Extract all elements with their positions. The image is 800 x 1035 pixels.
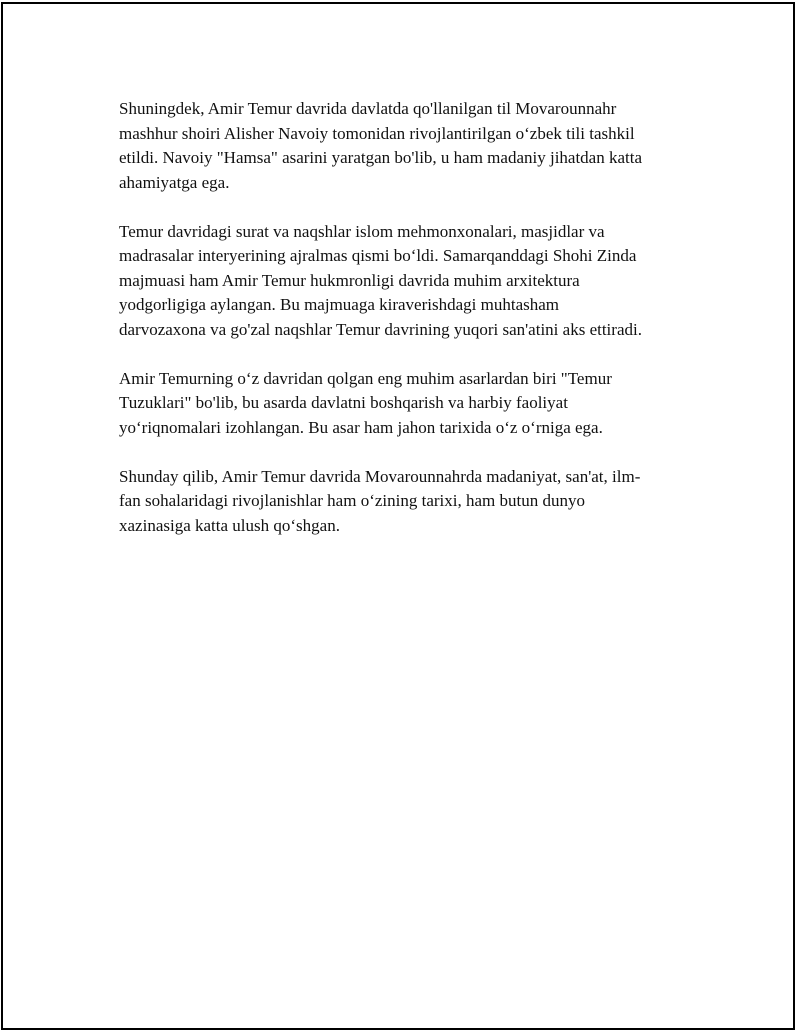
paragraph-2-line-3: majmuasi ham Amir Temur hukmronligi davrida muhim arxitektura	[119, 270, 580, 290]
paragraph-2-line-1: Temur davridagi surat va naqshlar islom mehmonxonalari, masjidlar va	[119, 221, 605, 241]
paragraph-4-line-3: xazinasiga katta ulush qo‘shgan.	[119, 515, 340, 535]
paragraph-3-line-2: Tuzuklari" bo'lib, bu asarda davlatni boshqarish va harbiy faoliyat	[119, 393, 568, 412]
paragraph-3	[119, 367, 699, 441]
paragraph-1-line-4: ahamiyatga ega.	[119, 172, 230, 192]
paragraph-2	[119, 220, 699, 343]
paragraph-1-line-2: mashhur shoiri Alisher Navoiy tomonidan rivojlantirilgan o‘zbek tili tashkil	[119, 123, 635, 143]
paragraph-1-line-3: etildi. Navoiy "Hamsa" asarini yaratgan bo'lib, u ham madaniy jihatdan katta	[119, 148, 643, 167]
paragraph-4-line-1: Shunday qilib, Amir Temur davrida Movarounnahrda madaniyat, san'at, ilm-	[119, 466, 641, 486]
document-body	[119, 97, 699, 563]
paragraph-3-line-1: Amir Temurning o‘z davridan qolgan eng muhim asarlardan biri "Temur	[119, 368, 612, 388]
paragraph-1	[119, 97, 699, 195]
paragraph-1-line-1: Shuningdek, Amir Temur davrida davlatda qo'llanilgan til Movarounnahr	[119, 99, 617, 118]
paragraph-2-line-2: madrasalar interyerining ajralmas qismi bo‘ldi. Samarqanddagi Shohi Zinda	[119, 246, 637, 265]
document-page	[1, 2, 795, 1030]
paragraph-2-line-5: darvozaxona va go'zal naqshlar Temur davrining yuqori san'atini aks ettiradi.	[119, 319, 642, 339]
paragraph-4-line-2: fan sohalaridagi rivojlanishlar ham o‘zining tarixi, ham butun dunyo	[119, 491, 585, 510]
paragraph-2-line-4: yodgorligiga aylangan. Bu majmuaga kiraverishdagi muhtasham	[119, 295, 559, 314]
paragraph-3-line-3: yo‘riqnomalari izohlangan. Bu asar ham jahon tarixida o‘z o‘rniga ega.	[119, 417, 603, 437]
paragraph-4	[119, 465, 699, 539]
